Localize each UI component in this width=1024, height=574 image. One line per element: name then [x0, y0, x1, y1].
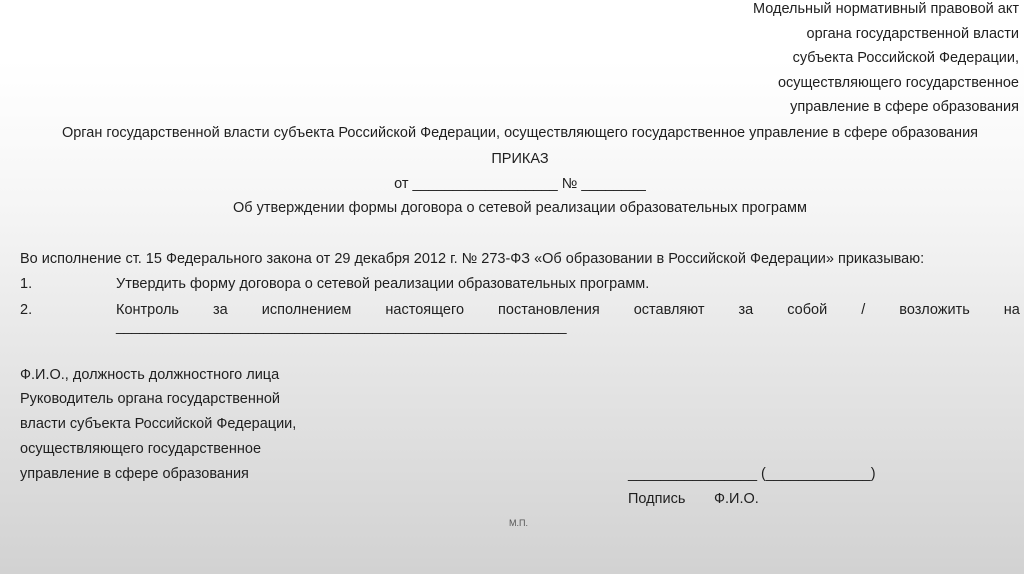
item-word: /	[861, 302, 866, 318]
item-word: настоящего	[385, 302, 465, 318]
name-label: Ф.И.О.	[714, 491, 759, 507]
signature-blank: ________________ (_____________)	[628, 466, 876, 482]
signature-label: Подпись	[628, 491, 686, 507]
signatory-line: Ф.И.О., должность должностного лица	[20, 367, 280, 383]
item-word: исполнением	[261, 302, 352, 318]
order-date-line: от __________________ № ________	[394, 176, 646, 192]
item-word: постановления	[498, 302, 600, 318]
item-number: 2.	[20, 302, 33, 318]
item-word: оставляют	[633, 302, 705, 318]
item-word: возложить	[899, 302, 970, 318]
item-word: на	[1003, 302, 1020, 318]
item-word: собой	[787, 302, 828, 318]
header-line: субъекта Российской Федерации,	[792, 50, 1019, 66]
header-line: управление в сфере образования	[790, 99, 1019, 115]
item-word: за	[738, 302, 754, 318]
signatory-line: Руководитель органа государственной	[20, 391, 281, 407]
signatory-line: власти субъекта Российской Федерации,	[20, 416, 297, 432]
item-word: Контроль	[116, 302, 179, 318]
item-number: 1.	[20, 276, 33, 292]
header-line: осуществляющего государственное	[777, 74, 1019, 91]
header-block	[719, 0, 1019, 123]
item-text: Утвердить форму договора о сетевой реализации образовательных программ.	[116, 276, 650, 292]
signatory-line: осуществляющего государственное	[20, 441, 262, 457]
header-line: Модельный нормативный правовой акт	[753, 1, 1019, 17]
signatory-line: управление в сфере образования	[20, 466, 249, 482]
item-word: за	[213, 302, 228, 318]
preamble: Во исполнение ст. 15 Федерального закона от 29 декабря 2012 г. № 273-ФЗ «Об образовании в Российской Федерации» приказываю:	[20, 251, 925, 267]
order-title: ПРИКАЗ	[491, 151, 549, 167]
item-text-justified	[116, 301, 1020, 319]
header-line: органа государственной власти	[806, 25, 1019, 42]
stamp-label: М.П.	[509, 518, 528, 528]
authority-line: Орган государственной власти субъекта Российской Федерации, осуществляющего государственное управление в сфере образования	[61, 125, 979, 141]
order-subject: Об утверждении формы договора о сетевой реализации образовательных программ	[233, 200, 807, 216]
item-continuation-blank: __________________________________________________________	[116, 319, 567, 335]
